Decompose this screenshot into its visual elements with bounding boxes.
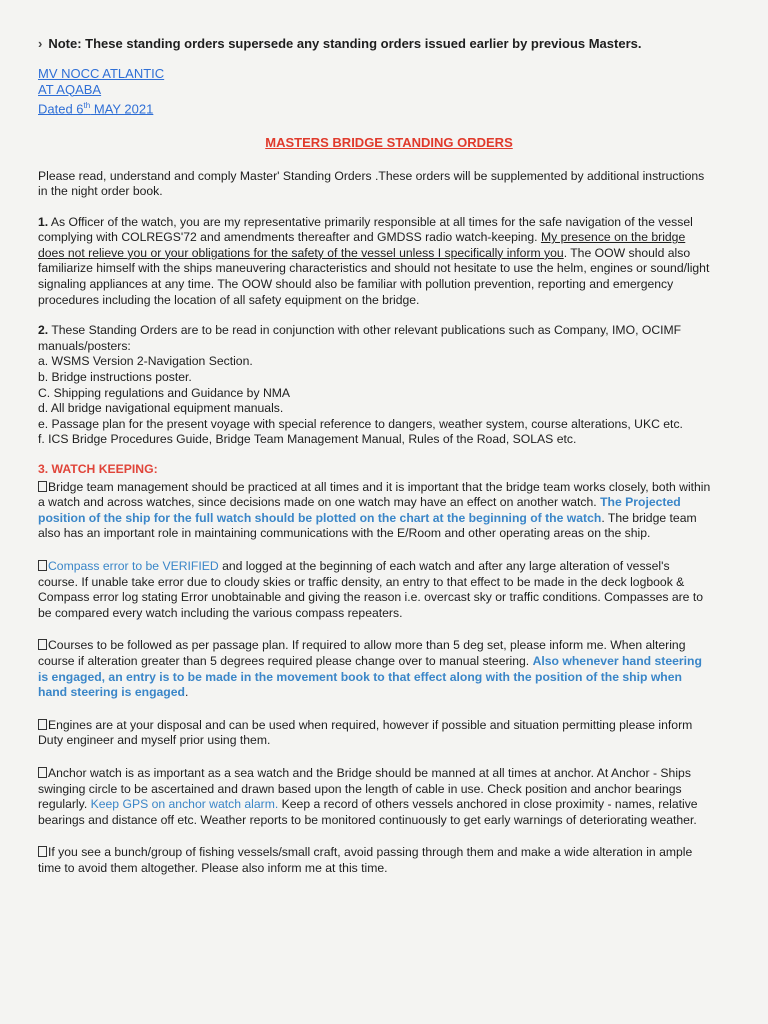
watch-item-6-text: If you see a bunch/group of fishing vessels/small craft, avoid passing through them and make a wide alteration in ample time to avoid them altogether. Please also inform me at this time. — [38, 845, 693, 875]
watch-item-1-text-b: . The bridge team also has an important role in maintaining communications with the E/Room and other operating areas on the ship. — [38, 510, 697, 541]
vessel-name: MV NOCC ATLANTIC — [38, 65, 165, 81]
watch-item-3-highlight: Also whenever hand steering is engaged, an entry is to be made in the movement book to that effect along with the position of the ship when hand steering is engaged — [38, 653, 702, 700]
watch-item-4 — [38, 718, 712, 749]
paragraph-2-lead — [38, 323, 712, 354]
bullet-mark-icon: › — [38, 36, 43, 51]
watch-item-1-text: Bridge team management should be practiced at all times and it is important that the bridge team works closely, both within a watch and across watches, since decisions made on one watch may have an effect on another watch. — [38, 479, 711, 510]
checkbox-glyph-icon — [38, 481, 47, 492]
paragraph-2 — [38, 323, 712, 448]
watch-item-3-text: Courses to be followed as per passage plan. If required to allow more than 5 deg set, please inform me. When altering course if alteration greater than 5 degrees required please change over to manual steering. — [38, 638, 686, 668]
list-item: a. WSMS Version 2-Navigation Section. — [38, 354, 253, 369]
date-suffix: MAY 2021 — [90, 100, 154, 116]
watch-item-3-text-b: . — [184, 685, 189, 700]
list-item: C. Shipping regulations and Guidance by NMA — [38, 385, 291, 400]
list-item: f. ICS Bridge Procedures Guide, Bridge Team Management Manual, Rules of the Road, SOLAS etc. — [38, 432, 577, 447]
vessel-location: AT AQABA — [38, 81, 102, 97]
paragraph-1 — [38, 215, 712, 309]
watch-item-3 — [38, 638, 712, 700]
intro-paragraph: Please read, understand and comply Master' Standing Orders .These orders will be supplemented by additional instructions in the night order book. — [38, 168, 705, 199]
paragraph-1-number: 1. — [38, 214, 49, 229]
watch-item-6 — [38, 845, 712, 876]
watch-item-5-highlight: Keep GPS on anchor watch alarm. — [90, 797, 279, 812]
paragraph-2-text: These Standing Orders are to be read in conjunction with other relevant publications such as Company, IMO, OCIMF manuals/posters: — [38, 323, 682, 353]
date-sup: th — [83, 100, 91, 110]
vessel-date — [38, 98, 712, 117]
list-item: e. Passage plan for the present voyage with special reference to dangers, weather system, course alterations, UKC etc. — [38, 416, 683, 431]
watch-item-5-text-b: Keep a record of others vessels anchored in close proximity - names, relative bearings and distance off etc. Weather reports to be monitored continuously to get early warnings of deteriorating weather. — [38, 797, 698, 827]
note-line — [38, 36, 712, 52]
checkbox-glyph-icon — [38, 846, 47, 857]
vessel-info — [38, 66, 712, 117]
checkbox-glyph-icon — [38, 767, 47, 778]
watch-item-2-highlight: Compass error to be VERIFIED — [48, 558, 219, 573]
watch-item-2 — [38, 559, 712, 621]
paragraph-1-text-b: . The OOW should also familiarize himself with the ships maneuvering characteristics and should not hesitate to use the helm, engines or sound/light signaling appliances at any time. The OOW should also be familiar with pollution prevention, reporting and emergency procedures including the location of all safety equipment on the bridge. — [38, 245, 710, 307]
watch-item-4-text: Engines are at your disposal and can be used when required, however if possible and situation permitting please inform Duty engineer and myself prior using them. — [38, 717, 693, 748]
paragraph-1-text-a: As Officer of the watch, you are my representative primarily responsible at all times for the safe navigation of the vessel complying with COLREGS'72 and amendments thereafter and GMDSS radio watch-keeping. — [38, 214, 693, 245]
watch-item-1 — [38, 480, 712, 542]
checkbox-glyph-icon — [38, 639, 47, 650]
watch-item-5-text: Anchor watch is as important as a sea watch and the Bridge should be manned at all times at anchor. At Anchor - Ships swinging circle to be ascertained and drawn based upon the length of cable in use. Check position and anchor bearings regularly. — [38, 765, 691, 812]
list-item: d. All bridge navigational equipment manuals. — [38, 401, 284, 416]
date-prefix: Dated 6 — [38, 100, 84, 116]
note-text: Note: These standing orders supersede any standing orders issued earlier by previous Masters. — [48, 36, 642, 51]
publication-list — [38, 354, 712, 448]
watch-item-5 — [38, 766, 712, 828]
checkbox-glyph-icon — [38, 719, 47, 730]
paragraph-1-underlined: My presence on the bridge does not relieve you or your obligations for the safety of the vessel unless I specifically inform you — [38, 230, 686, 260]
section-3-heading: 3. WATCH KEEPING: — [38, 462, 158, 477]
watch-item-1-highlight: The Projected position of the ship for the full watch should be plotted on the chart at the beginning of the watch — [38, 495, 681, 525]
checkbox-glyph-icon — [38, 560, 47, 571]
document-title: MASTERS BRIDGE STANDING ORDERS — [265, 134, 513, 150]
watch-item-2-text: and logged at the beginning of each watch and after any large alteration of vessel's course. If unable take error due to cloudy skies or traffic density, an entry to that effect to be made in the deck logbook & Compass error log stating Error unobtainable and giving the reason i.e. overcast sky or traffic conditions. Compasses are to be compared every watch including the various compass repeaters. — [38, 558, 704, 620]
paragraph-2-number: 2. — [38, 323, 49, 338]
list-item: b. Bridge instructions poster. — [38, 370, 192, 385]
